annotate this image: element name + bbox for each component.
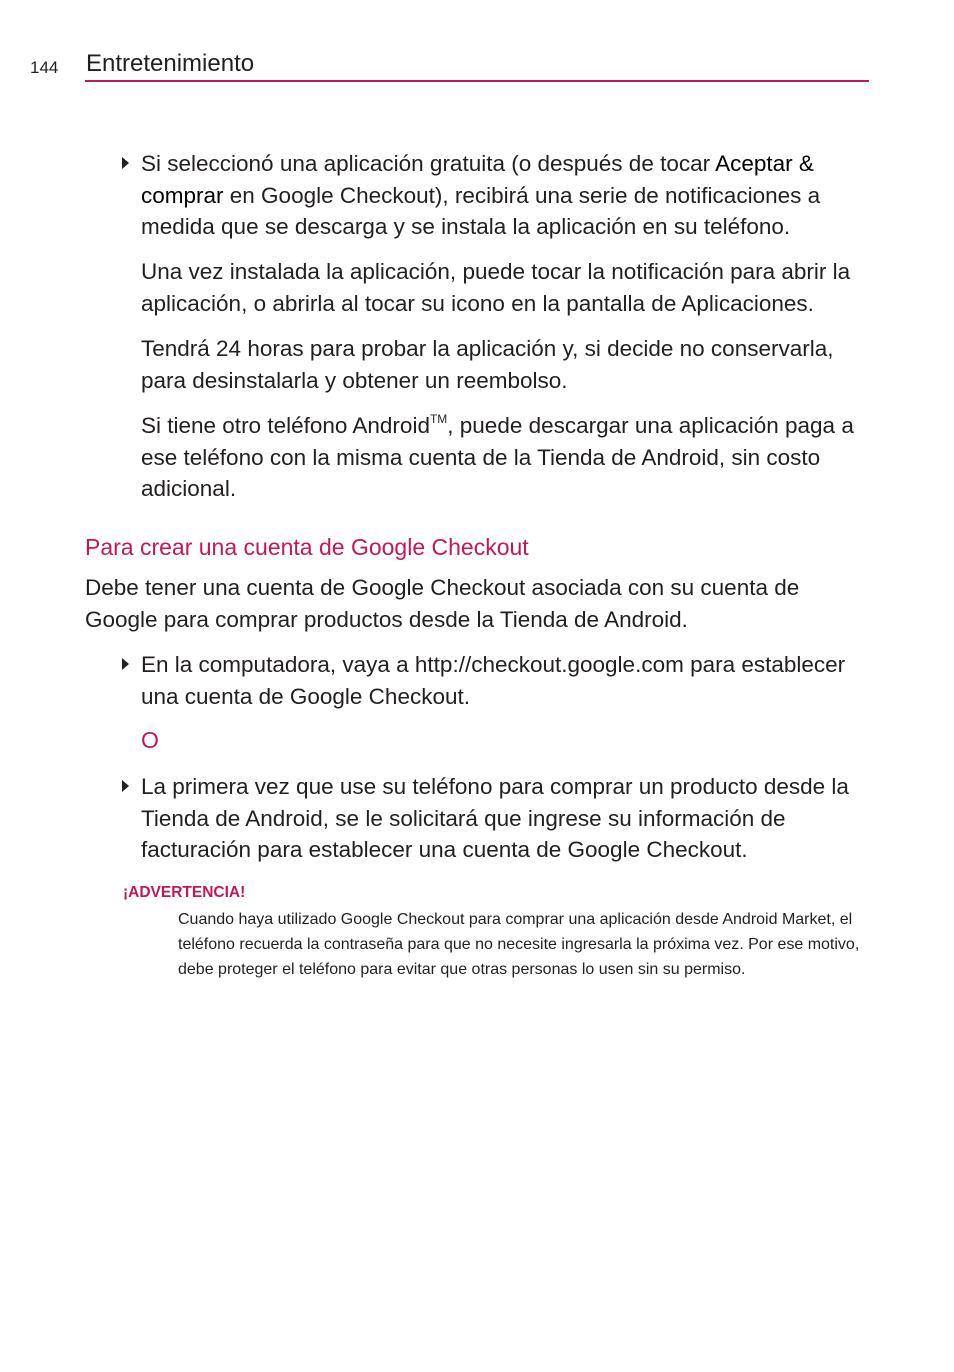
emphasis-accept-buy: Aceptar & comprar [141, 151, 814, 208]
bullet-arrow-icon [122, 658, 129, 670]
bullet-item-phone [119, 771, 869, 866]
paragraph-intro: Debe tener una cuenta de Google Checkout asociada con su cuenta de Google para comprar productos desde la Tienda de Android. [85, 575, 800, 632]
page-header [30, 50, 870, 82]
trademark-symbol: TM [429, 412, 448, 426]
paragraph-other-phone: Si tiene otro teléfono Android™, puede descargar una aplicación paga a ese teléfono con la misma cuenta de la Tienda de Android, sin costo adicional. [141, 412, 854, 501]
header-divider [85, 80, 869, 82]
bullet-text: La primera vez que use su teléfono para comprar un producto desde la Tienda de Android, se le solicitará que ingrese su información de facturación para establecer una cuenta de Google Checkout. [141, 774, 849, 862]
or-label: O [141, 727, 159, 753]
page-number: 144 [30, 58, 59, 77]
section-title: Entretenimiento [86, 50, 255, 77]
subheading-create-account: Para crear una cuenta de Google Checkout [85, 534, 529, 560]
bullet-text: Si seleccionó una aplicación gratuita (o después de tocar Aceptar & comprar en Google Checkout), recibirá una serie de notificaciones a medida que se descarga y se instala la aplicación en su teléfono. [141, 151, 821, 239]
warning-text: Cuando haya utilizado Google Checkout para comprar una aplicación desde Android Market, el teléfono recuerda la contraseña para que no necesite ingresarla la próxima vez. Por ese motivo, debe proteger el teléfono para evitar que otras personas lo usen sin su permiso. [178, 911, 860, 978]
warning-title: ¡ADVERTENCIA! [123, 884, 246, 901]
paragraph-24-hours: Tendrá 24 horas para probar la aplicación y, si decide no conservarla, para desinstalarla y obtener un reembolso. [141, 336, 834, 393]
bullet-item-free-app [119, 148, 869, 243]
bullet-arrow-icon [122, 780, 129, 792]
paragraph-installed: Una vez instalada la aplicación, puede tocar la notificación para abrir la aplicación, o abrirla al tocar su icono en la pantalla de Aplicaciones. [141, 259, 851, 316]
bullet-text: En la computadora, vaya a http://checkout.google.com para establecer una cuenta de Google Checkout. [141, 652, 846, 709]
bullet-item-computer [119, 649, 869, 712]
bullet-arrow-icon [122, 157, 129, 169]
